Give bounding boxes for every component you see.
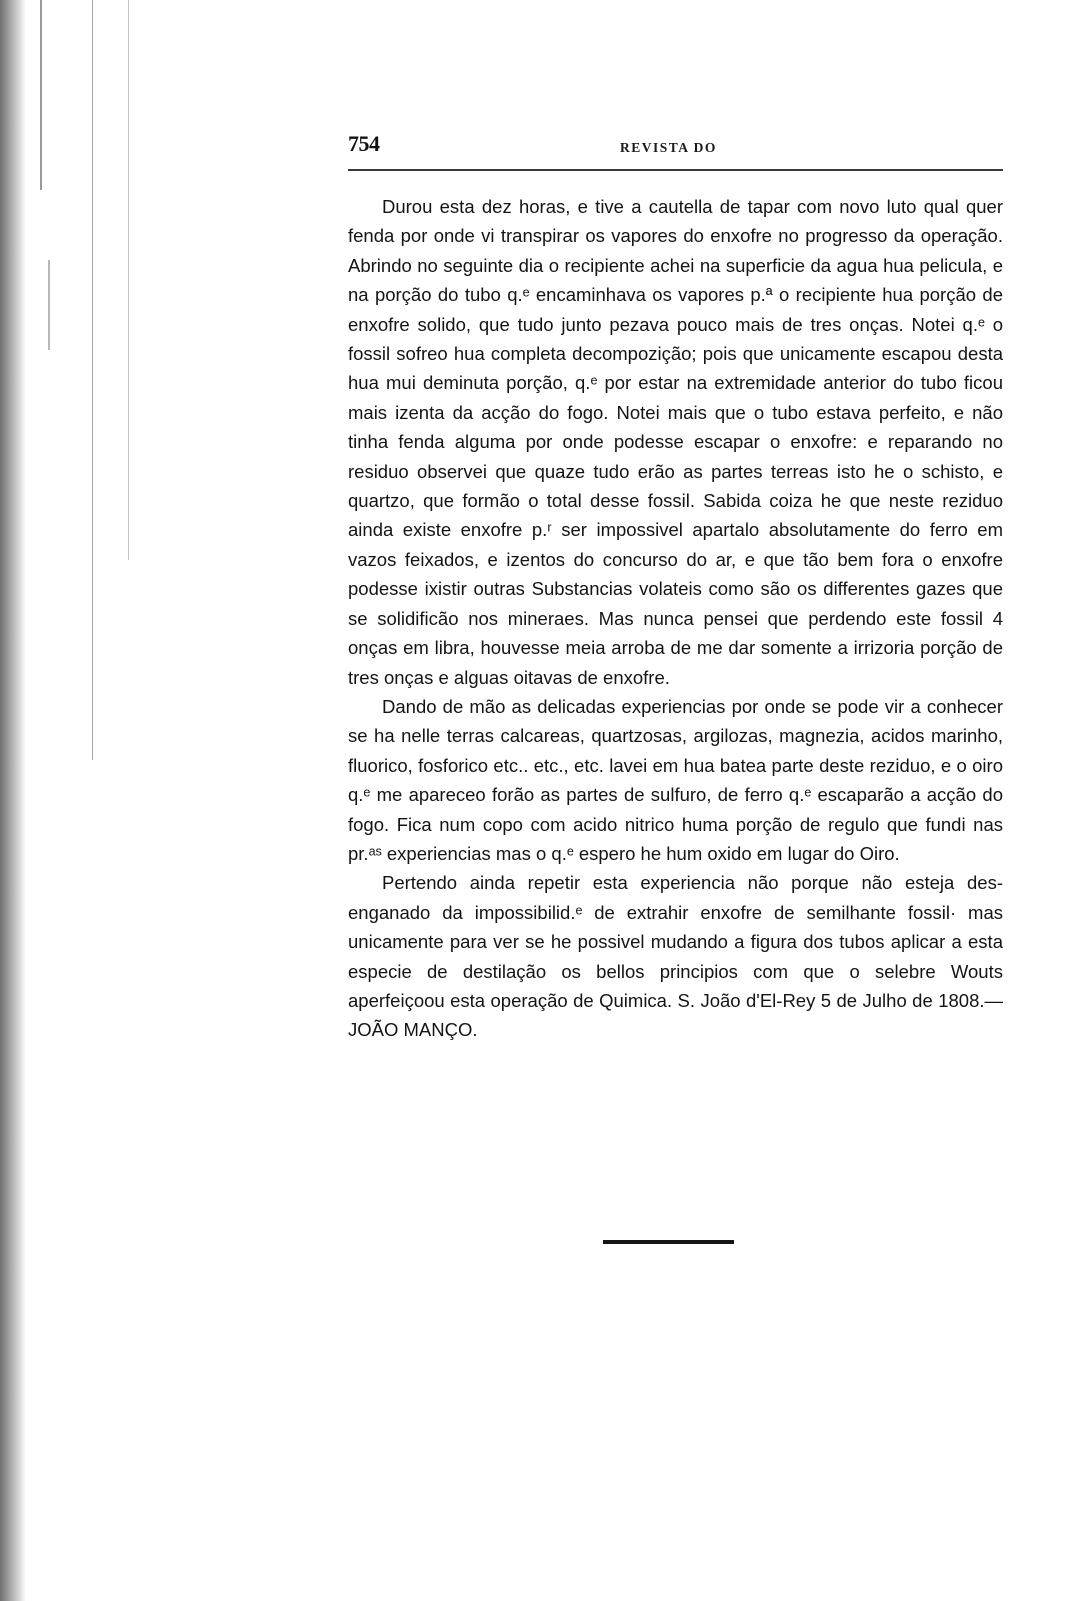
paragraph: Durou esta dez horas, e tive a cautella de tapar com novo luto qual quer fenda por onde vi transpirar os vapores do enxofre no progresso da operação. Abrindo no seguinte dia o recipiente achei na superficie da agua hua pelicula, e na porção do tubo q.ᵉ encaminhava os vapores p.ª o recipiente hua porção de enxofre solido, que tudo junto pezava pouco mais de tres onças. Notei q.ᵉ o fossil sofreo hua completa decompozição; pois que unicamente escapou desta hua mui deminuta porção, q.ᵉ por estar na extremidade anterior do tubo ficou mais izenta da acção do fogo. Notei mais que o tubo estava perfeito, e não tinha fenda alguma por onde podesse escapar o enxofre: e reparando no residuo observei que quaze tudo erão as partes terreas isto he o schisto, e quartzo, que formão o total desse fossil. Sabida coiza he que neste reziduo ainda existe enxofre p.ʳ ser impossivel apartalo absolutamente do ferro em vazos feixados, e izentos do concurso do ar, e que tão bem fora o enxofre podesse ixistir outras Substancias volateis como são os differentes gazes que se solidificão nos mineraes. Mas nunca pensei que perdendo este fossil 4 onças em libra, houvesse meia arroba de me dar somente a irrizoria porção de tres onças e alguas oitavas de enxofre. [348,196,1003,688]
scan-edge-line [128,0,129,560]
page-number: 754 [348,131,380,156]
end-rule [603,1240,734,1244]
header-rule [348,169,1003,171]
page-header [348,131,1003,161]
scan-edge-line [48,260,50,350]
running-head: REVISTA DO [620,140,717,155]
scan-edge-line [92,0,93,760]
scan-edge-line [40,0,42,190]
paragraph: Dando de mão as delicadas experiencias por onde se pode vir a conhecer se ha nelle terras calcareas, quartzosas, argilozas, magnezia, acidos marinho, fluorico, fosforico etc.. etc., etc. lavei em hua batea parte deste reziduo, e o oiro q.ᵉ me apareceo forão as partes de sulfuro, de ferro q.ᵉ escaparão a acção do fogo. Fica num copo com acido nitrico huma porção de regulo que fundi nas pr.ᵃˢ experiencias mas o q.ᵉ espero he hum oxido em lugar do Oiro. [348,695,1003,864]
article-body [348,192,1003,1045]
paragraph: Pertendo ainda repetir esta experiencia não porque não esteja desenganado da impossibilid.ᵉ de extrahir enxofre de semilhante fossil· mas unicamente para ver se he possivel mudando a figura dos tubos aplicar a esta especie de destilação os bellos principios com que o selebre Wouts aperfeiçoou esta operação de Quimica. S. João d'El-Rey 5 de Julho de 1808.—JOÃO MANÇO. [348,872,1003,1041]
page-binding-edge [0,0,26,1601]
